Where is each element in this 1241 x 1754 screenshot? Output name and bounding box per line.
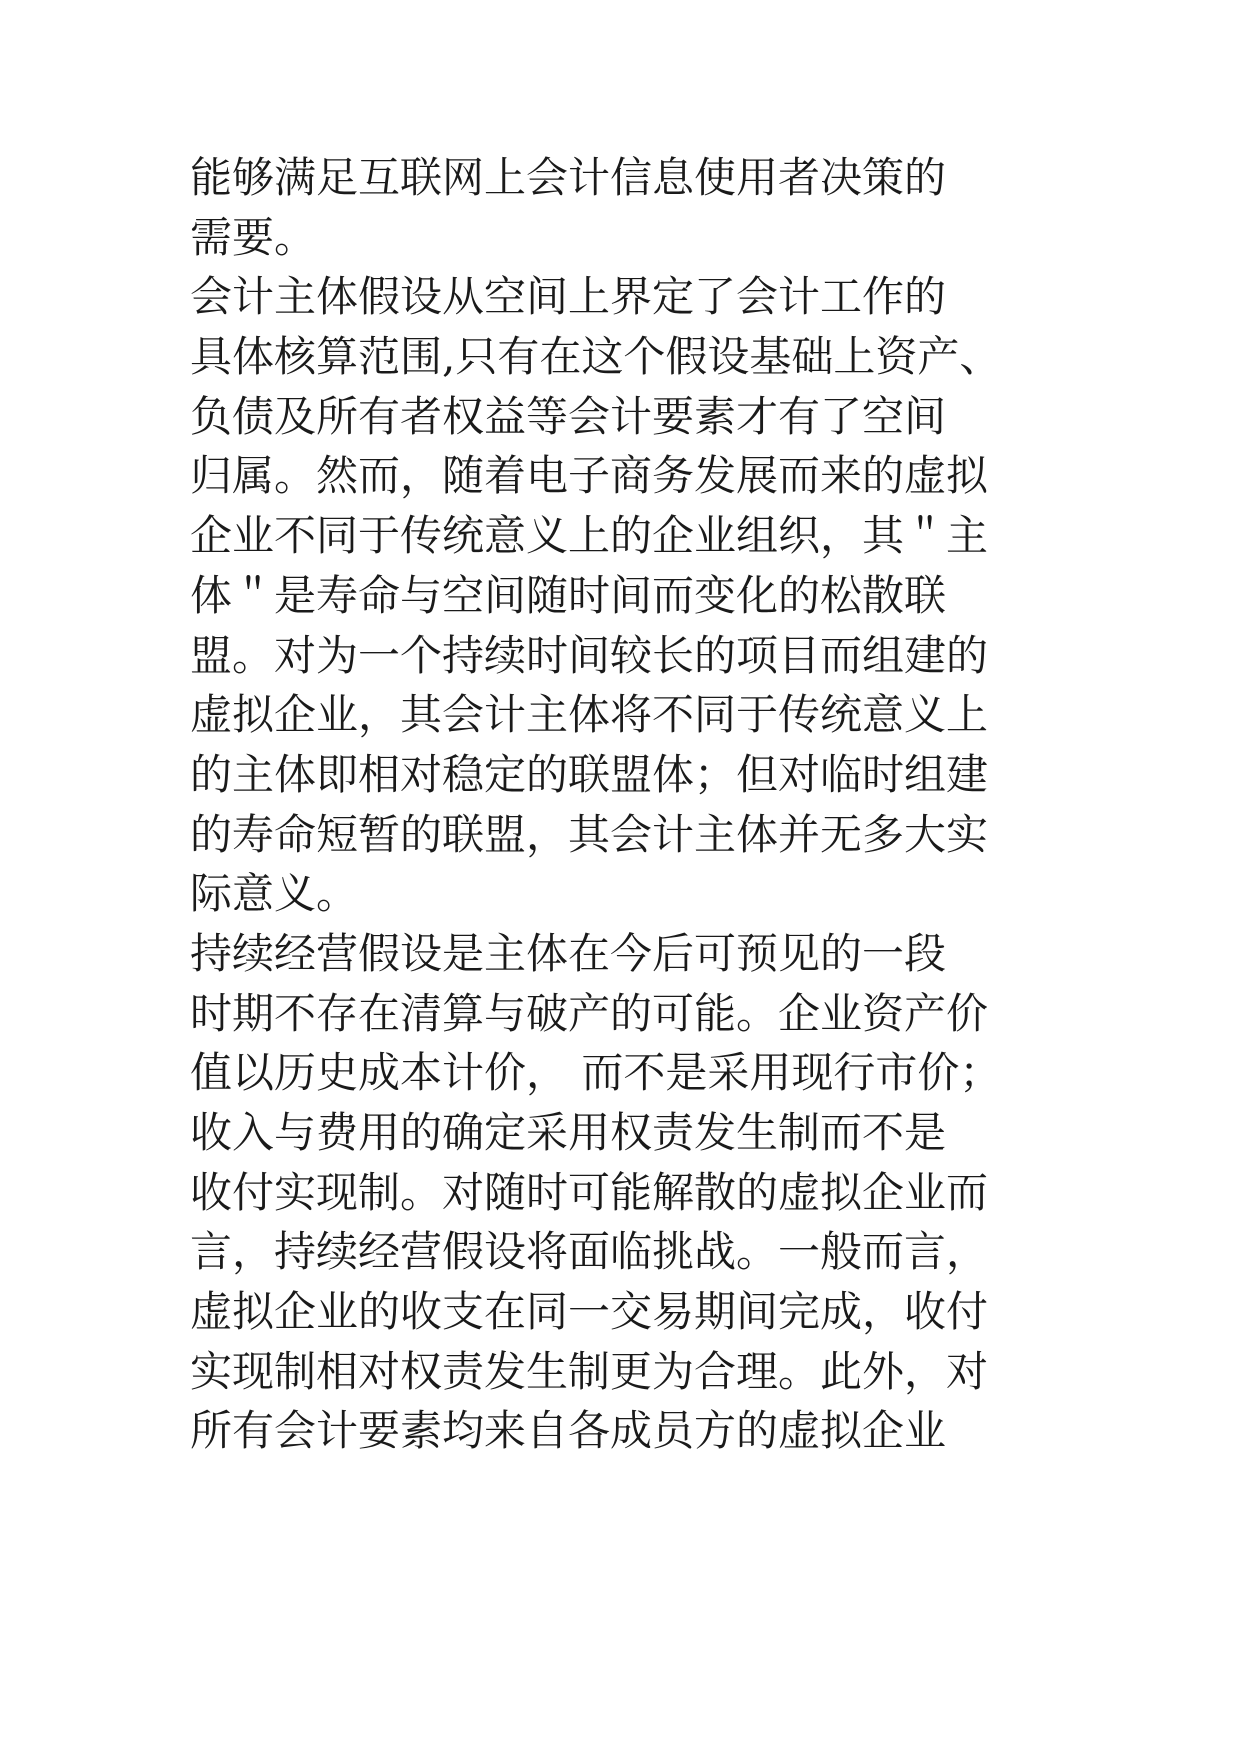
- text-line: 收付实现制。对随时可能解散的虚拟企业而: [190, 1167, 989, 1217]
- text-line: 言，持续经营假设将面临挑战。一般而言，: [190, 1227, 989, 1277]
- text-line: 所有会计要素均来自各成员方的虚拟企业: [190, 1406, 947, 1456]
- text-line: 持续经营假设是主体在今后可预见的一段: [190, 928, 947, 978]
- text-line: 虚拟企业，其会计主体将不同于传统意义上: [190, 690, 989, 740]
- text-line: 实现制相对权责发生制更为合理。此外，对: [190, 1346, 989, 1396]
- text-line: 能够满足互联网上会计信息使用者决策的: [190, 153, 947, 202]
- text-line: 值以历史成本计价， 而不是采用现行市价；: [190, 1048, 1002, 1098]
- text-line: 时期不存在清算与破产的可能。企业资产价: [190, 988, 989, 1038]
- body-text: [190, 148, 1090, 1461]
- text-line: 需要。: [190, 212, 317, 262]
- text-line: 盟。对为一个持续时间较长的项目而组建的: [190, 630, 989, 680]
- text-line: 收入与费用的确定采用权责发生制而不是: [190, 1108, 947, 1157]
- text-line: 际意义。: [190, 869, 359, 919]
- text-line: 虚拟企业的收支在同一交易期间完成，收付: [190, 1287, 989, 1337]
- text-line: 具体核算范围,只有在这个假设基础上资产、: [190, 332, 1002, 382]
- text-line: 的寿命短暂的联盟，其会计主体并无多大实: [190, 809, 989, 859]
- text-line: 负债及所有者权益等会计要素才有了空间: [190, 391, 947, 441]
- text-line: 体＂是寿命与空间随时间而变化的松散联: [190, 570, 947, 620]
- text-line: 会计主体假设从空间上界定了会计工作的: [190, 272, 947, 322]
- text-line: 的主体即相对稳定的联盟体；但对临时组建: [190, 749, 989, 799]
- text-line: 企业不同于传统意义上的企业组织，其＂主: [190, 511, 989, 561]
- text-line: 归属。然而，随着电子商务发展而来的虚拟: [190, 451, 989, 501]
